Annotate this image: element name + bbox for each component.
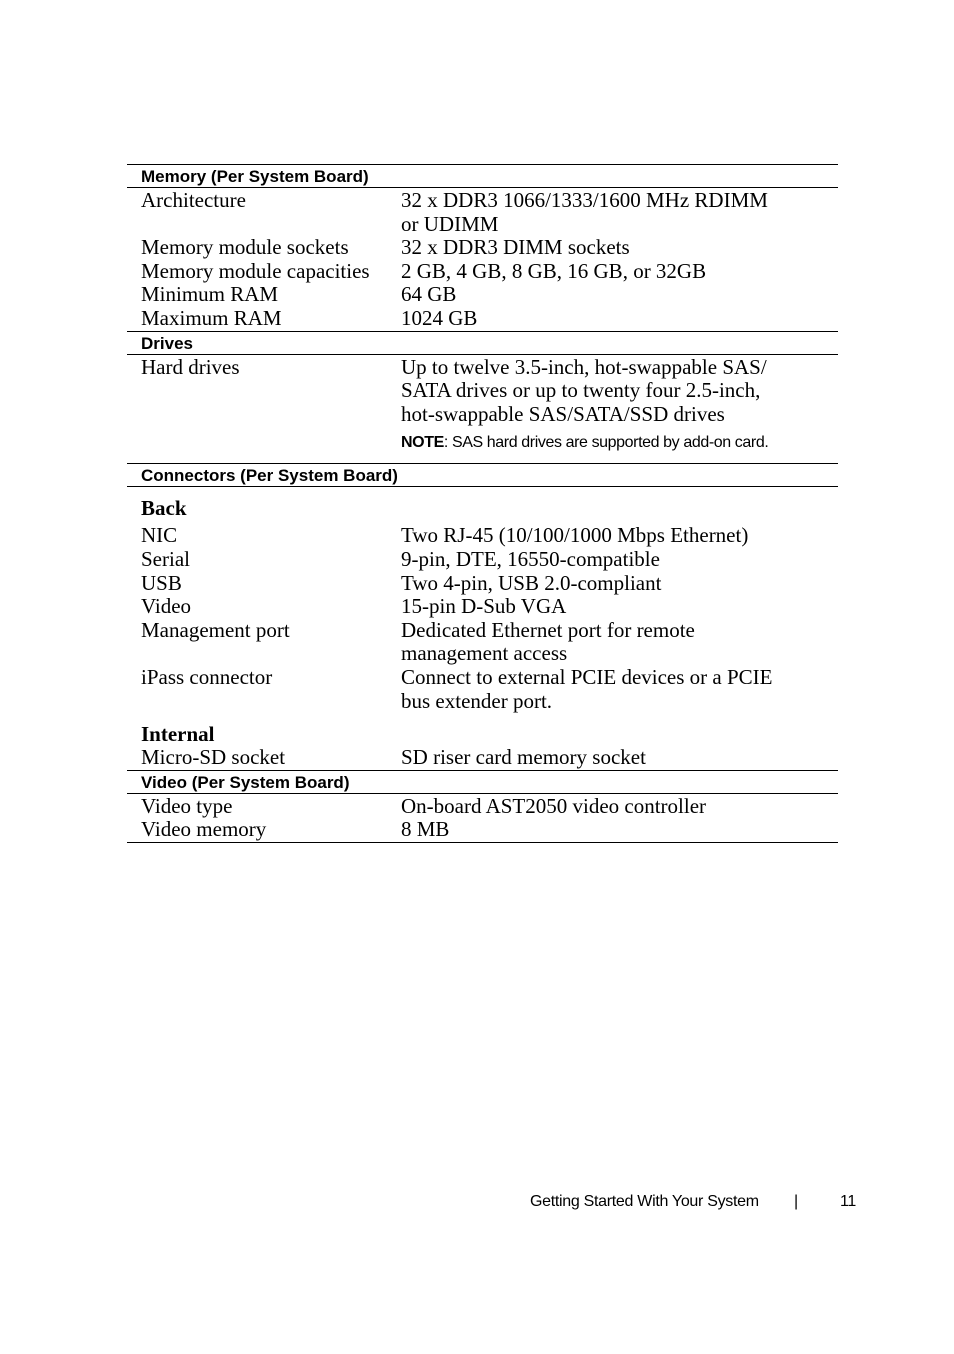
spec-value: 64 GB <box>401 282 457 307</box>
spec-label: Micro-SD socket <box>141 745 286 770</box>
spec-value-line: SATA drives or up to twenty four 2.5-inch, <box>401 378 761 403</box>
subheading-back: Back <box>141 496 187 521</box>
spec-value <box>401 619 838 666</box>
spec-label: iPass connector <box>141 664 273 689</box>
spec-value: 32 x DDR3 DIMM sockets <box>401 235 630 260</box>
spec-row-maximum-ram <box>127 307 838 331</box>
spec-value: Two 4-pin, USB 2.0-compliant <box>401 570 662 595</box>
spec-row-management-port <box>127 619 838 666</box>
spec-label: Video type <box>141 793 233 818</box>
spec-value-line: Up to twelve 3.5-inch, hot-swappable SAS/ <box>401 354 767 379</box>
spec-table <box>127 164 838 843</box>
spec-label: Memory module sockets <box>141 235 349 260</box>
spec-row-memory-module-sockets <box>127 236 838 260</box>
spec-row-video <box>127 595 838 619</box>
spec-value: 1024 GB <box>401 305 478 330</box>
spec-row-architecture <box>127 189 838 236</box>
spec-value <box>401 666 838 713</box>
spec-label: Hard drives <box>141 354 240 379</box>
spec-value: On-board AST2050 video controller <box>401 793 707 818</box>
spec-row-memory-module-capacities <box>127 260 838 284</box>
spec-label: Minimum RAM <box>141 282 279 307</box>
page-number: 11 <box>840 1193 857 1210</box>
spec-label: Architecture <box>141 188 246 212</box>
table-bottom-rule <box>127 842 838 843</box>
spec-row-video-memory <box>127 818 838 842</box>
spec-label: Serial <box>141 546 190 571</box>
footer-title: Getting Started With Your System <box>530 1193 759 1210</box>
section-heading-video: Video (Per System Board) <box>127 770 838 794</box>
spec-row-usb <box>127 572 838 596</box>
spec-value: 15-pin D-Sub VGA <box>401 594 567 619</box>
spec-row-serial <box>127 548 838 572</box>
spec-value <box>401 189 838 236</box>
spec-row-hard-drives <box>127 356 838 454</box>
note-text: : SAS hard drives are supported by add-on card. <box>443 434 769 452</box>
spec-label: Maximum RAM <box>141 305 282 330</box>
spec-value: 2 GB, 4 GB, 8 GB, 16 GB, or 32GB <box>401 258 707 283</box>
note-label: NOTE <box>401 434 444 452</box>
spec-value: 8 MB <box>401 817 450 842</box>
spec-row-nic <box>127 524 838 548</box>
footer-separator: | <box>794 1193 798 1210</box>
spec-row-minimum-ram <box>127 283 838 307</box>
spec-value-line: or UDIMM <box>401 211 499 236</box>
spec-value-line: bus extender port. <box>401 688 553 713</box>
spec-value-line: 32 x DDR3 1066/1333/1600 MHz RDIMM <box>401 188 768 212</box>
spec-value: Two RJ-45 (10/100/1000 Mbps Ethernet) <box>401 523 749 548</box>
spec-label: Management port <box>141 617 290 642</box>
spec-value-line: hot-swappable SAS/SATA/SSD drives <box>401 401 725 426</box>
spec-value: SD riser card memory socket <box>401 745 646 770</box>
spec-label: Memory module capacities <box>141 258 370 283</box>
spec-value-line: Connect to external PCIE devices or a PCIE <box>401 664 773 689</box>
note <box>401 433 820 453</box>
spec-label: USB <box>141 570 182 595</box>
section-heading-connectors: Connectors (Per System Board) <box>127 463 838 487</box>
spec-label: NIC <box>141 523 178 548</box>
section-heading-memory: Memory (Per System Board) <box>127 164 838 188</box>
section-heading-drives: Drives <box>127 331 838 355</box>
subheading-internal: Internal <box>141 722 215 747</box>
spec-value-line: management access <box>401 641 568 666</box>
spec-label: Video <box>141 594 192 619</box>
spec-row-video-type <box>127 795 838 819</box>
spec-label: Video memory <box>141 817 267 842</box>
spec-value-line: Dedicated Ethernet port for remote <box>401 617 695 642</box>
spec-value: 9-pin, DTE, 16550-compatible <box>401 546 660 571</box>
spec-value <box>401 356 838 454</box>
spec-row-micro-sd-socket <box>127 746 838 770</box>
spec-row-ipass-connector <box>127 666 838 713</box>
